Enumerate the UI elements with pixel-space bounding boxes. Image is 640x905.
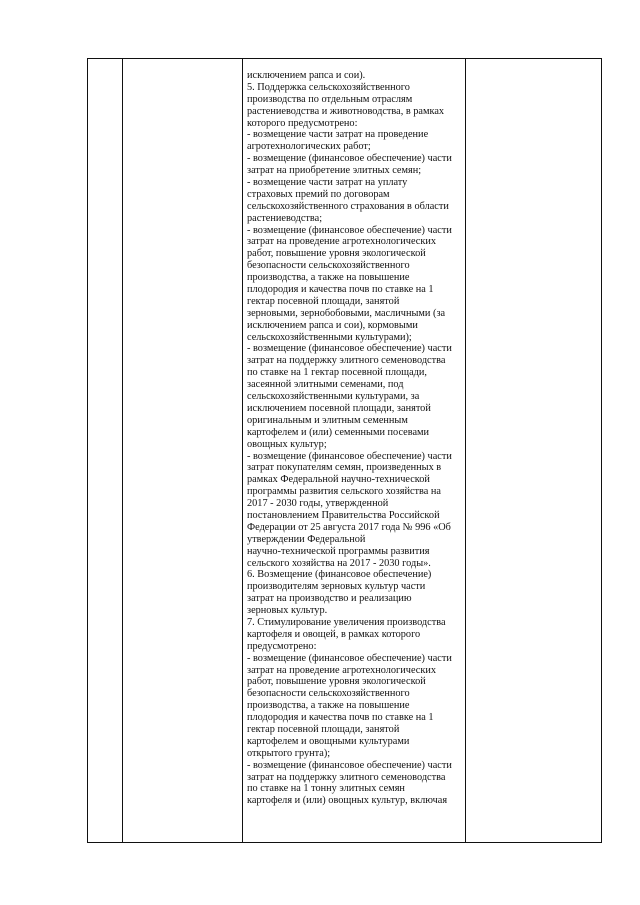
text-line: 6. Возмещение (финансовое обеспечение)	[247, 569, 432, 581]
text-line: плодородия и качества почв по ставке на 1	[247, 284, 434, 296]
text-line: - возмещение части затрат на проведение	[247, 129, 429, 141]
text-line: - возмещение (финансовое обеспечение) части	[247, 224, 452, 236]
text-line: картофелем и овощными культурами	[247, 735, 410, 747]
text-line: оригинальным и элитным семенным	[247, 414, 408, 426]
text-line: - возмещение (финансовое обеспечение) части	[247, 759, 452, 771]
text-line: безопасности сельскохозяйственного	[247, 688, 410, 700]
column-divider-1	[122, 58, 123, 843]
table-border-left	[87, 58, 88, 843]
text-line: страховых премий по договорам	[247, 188, 390, 200]
document-table	[87, 58, 602, 843]
text-line: зерновых культур.	[247, 605, 328, 617]
text-line: затрат на проведение агротехнологических	[247, 664, 437, 676]
text-line: затрат на поддержку элитного семеноводства	[247, 771, 446, 783]
text-line: которого предусмотрено:	[247, 117, 358, 129]
text-line: исключением рапса и сои).	[247, 70, 366, 81]
text-line: - возмещение (финансовое обеспечение) части	[247, 343, 452, 355]
text-line: рамках Федеральной научно-технической	[247, 474, 430, 486]
text-line: производства, а также на повышение	[247, 700, 410, 712]
text-line: утверждении Федеральной	[247, 533, 366, 545]
table-border-top	[87, 58, 602, 59]
text-line: - возмещение части затрат на уплату	[247, 177, 408, 189]
text-line: картофелем и (или) семенными посевами	[247, 426, 430, 438]
text-line: зерновыми, зернобобовыми, масличными (за	[247, 307, 446, 319]
text-line: сельскохозяйственными культурами);	[247, 331, 412, 343]
text-line: научно-технической программы развития	[247, 545, 430, 557]
text-line: безопасности сельскохозяйственного	[247, 260, 410, 272]
text-line: открытого грунта);	[247, 747, 331, 759]
text-line: исключением посевной площади, занятой	[247, 402, 431, 414]
text-line: Федерации от 25 августа 2017 года № 996 «Об	[247, 521, 451, 533]
text-line: постановлением Правительства Российской	[247, 509, 440, 521]
text-line: гектар посевной площади, занятой	[247, 723, 400, 735]
text-line: 7. Стимулирование увеличения производства	[247, 616, 446, 628]
text-line: производства по отдельным отраслям	[247, 93, 413, 105]
text-line: затрат на поддержку элитного семеноводства	[247, 355, 446, 367]
text-line: затрат покупателям семян, произведенных в	[247, 462, 442, 474]
text-line: растениеводства и животноводства, в рамках	[247, 105, 445, 117]
text-line: сельского хозяйства на 2017 - 2030 годы».	[247, 557, 431, 569]
text-line: затрат на проведение агротехнологических	[247, 236, 437, 248]
text-line: сельскохозяйственного страхования в области	[247, 200, 449, 212]
text-line: по ставке на 1 гектар посевной площади,	[247, 367, 427, 379]
text-line: по ставке на 1 тонну элитных семян	[247, 783, 405, 795]
text-line: плодородия и качества почв по ставке на 1	[247, 712, 434, 724]
text-line: предусмотрено:	[247, 640, 317, 652]
text-line: картофеля и (или) овощных культур, включая	[247, 795, 448, 807]
text-line: засеянной элитными семенами, под	[247, 379, 404, 391]
text-line: - возмещение (финансовое обеспечение) части	[247, 153, 452, 165]
table-border-right	[601, 58, 602, 843]
table-border-bottom	[87, 842, 602, 843]
text-line: затрат на приобретение элитных семян;	[247, 165, 422, 177]
text-line: производителям зерновых культур части	[247, 581, 426, 593]
text-line: программы развития сельского хозяйства на	[247, 486, 441, 498]
text-line: 2017 - 2030 годы, утвержденной	[247, 498, 389, 510]
text-line: - возмещение (финансовое обеспечение) части	[247, 450, 452, 462]
text-line: работ, повышение уровня экологической	[247, 676, 426, 688]
text-line: агротехнологических работ;	[247, 141, 371, 153]
text-line: производства, а также на повышение	[247, 272, 410, 284]
text-line: гектар посевной площади, занятой	[247, 295, 400, 307]
text-line: овощных культур;	[247, 438, 327, 450]
text-line: 5. Поддержка сельскохозяйственного	[247, 81, 410, 93]
column-divider-2	[242, 58, 243, 843]
text-line: растениеводства;	[247, 212, 323, 224]
table-cell-measures-text	[247, 70, 469, 807]
text-line: затрат на производство и реализацию	[247, 593, 412, 605]
text-line: картофеля и овощей, в рамках которого	[247, 628, 421, 640]
text-line: исключением рапса и сои), кормовыми	[247, 319, 418, 331]
text-line: - возмещение (финансовое обеспечение) части	[247, 652, 452, 664]
text-line: работ, повышение уровня экологической	[247, 248, 426, 260]
text-line: сельскохозяйственными культурами, за	[247, 391, 420, 403]
